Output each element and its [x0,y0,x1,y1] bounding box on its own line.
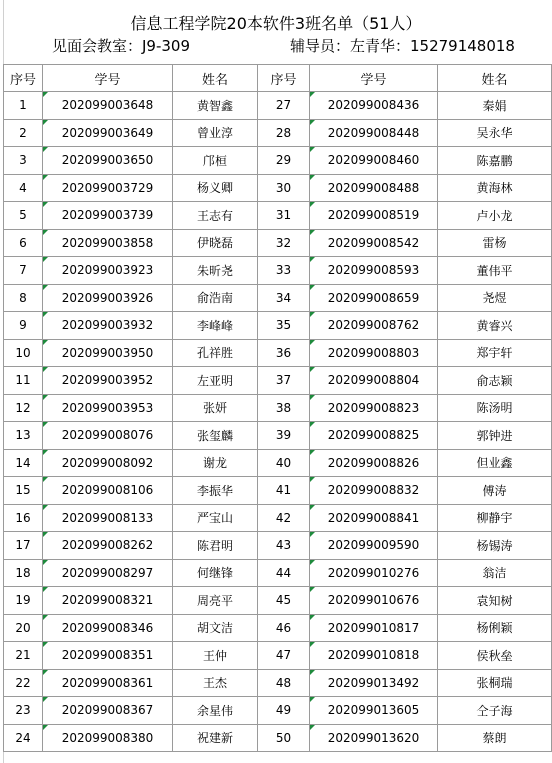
table-row [4,669,552,697]
student-id-cell-2[interactable]: 202099008804 [310,367,438,395]
header-cell-id[interactable]: 学号 [43,65,173,92]
header-cell-name[interactable]: 姓名 [173,65,258,92]
seq-cell[interactable]: 24 [4,724,43,752]
student-name-cell-2[interactable]: 仝子海 [438,697,552,725]
student-name-cell[interactable]: 邝桓 [173,147,258,175]
seq-cell-2[interactable]: 40 [258,449,310,477]
student-name-cell-2[interactable]: 郑宇轩 [438,339,552,367]
student-id-cell[interactable]: 202099003739 [43,202,173,230]
student-name-cell[interactable]: 王仲 [173,642,258,670]
student-id-cell[interactable]: 202099008346 [43,614,173,642]
header-row [4,65,552,92]
header-cell-seq-2[interactable]: 序号 [258,65,310,92]
seq-cell-2[interactable]: 48 [258,669,310,697]
seq-cell[interactable]: 13 [4,422,43,450]
seq-cell[interactable]: 9 [4,312,43,340]
table-row [4,312,552,340]
student-name-cell[interactable]: 严宝山 [173,504,258,532]
student-id-cell-2[interactable]: 202099013620 [310,724,438,752]
student-id-cell-2[interactable]: 202099010818 [310,642,438,670]
seq-cell-2[interactable]: 47 [258,642,310,670]
student-name-cell-2[interactable]: 傅涛 [438,477,552,505]
table-row [4,119,552,147]
student-name-cell[interactable]: 李峰峰 [173,312,258,340]
student-name-cell-2[interactable]: 吴永华 [438,119,552,147]
student-name-cell[interactable]: 张玺麟 [173,422,258,450]
seq-cell-2[interactable]: 28 [258,119,310,147]
table-row [4,422,552,450]
seq-cell[interactable]: 19 [4,587,43,615]
counselor-label: 辅导员：左青华：15279148018 [290,37,515,55]
student-name-cell-2[interactable]: 杨锡涛 [438,532,552,560]
header-cell-name-2[interactable]: 姓名 [438,65,552,92]
table-row [4,147,552,175]
table-row [4,449,552,477]
header-cell-seq[interactable]: 序号 [4,65,43,92]
student-id-cell[interactable]: 202099003650 [43,147,173,175]
table-row [4,367,552,395]
table-row [4,174,552,202]
table-row [4,642,552,670]
table-row [4,92,552,120]
student-id-cell[interactable]: 202099008133 [43,504,173,532]
student-name-cell-2[interactable]: 董伟平 [438,257,552,285]
student-name-cell[interactable]: 何继锋 [173,559,258,587]
student-id-cell-2[interactable]: 202099008823 [310,394,438,422]
seq-cell[interactable]: 3 [4,147,43,175]
seq-cell-2[interactable]: 45 [258,587,310,615]
table-row [4,477,552,505]
student-name-cell[interactable]: 周亮平 [173,587,258,615]
student-name-cell[interactable]: 王志有 [173,202,258,230]
student-id-cell[interactable]: 202099003858 [43,229,173,257]
student-id-cell-2[interactable]: 202099008460 [310,147,438,175]
student-name-cell-2[interactable]: 郭钟进 [438,422,552,450]
student-id-cell-2[interactable]: 202099008436 [310,92,438,120]
seq-cell[interactable]: 2 [4,119,43,147]
student-id-cell[interactable]: 202099008092 [43,449,173,477]
seq-cell[interactable]: 15 [4,477,43,505]
seq-cell[interactable]: 4 [4,174,43,202]
table-row [4,394,552,422]
seq-cell[interactable]: 11 [4,367,43,395]
student-id-cell[interactable]: 202099008076 [43,422,173,450]
student-id-cell[interactable]: 202099003926 [43,284,173,312]
student-name-cell[interactable]: 杨义卿 [173,174,258,202]
student-id-cell-2[interactable]: 202099008762 [310,312,438,340]
student-id-cell-2[interactable]: 202099008542 [310,229,438,257]
table-row [4,587,552,615]
student-name-cell-2[interactable]: 柳静宇 [438,504,552,532]
seq-cell[interactable]: 16 [4,504,43,532]
student-id-cell-2[interactable]: 202099008659 [310,284,438,312]
table-row [4,284,552,312]
table-row [4,339,552,367]
student-name-cell-2[interactable]: 尧煜 [438,284,552,312]
seq-cell[interactable]: 17 [4,532,43,560]
student-id-cell[interactable]: 202099008262 [43,532,173,560]
table-row [4,697,552,725]
seq-cell-2[interactable]: 30 [258,174,310,202]
student-id-cell[interactable]: 202099008297 [43,559,173,587]
student-name-cell[interactable]: 黄智鑫 [173,92,258,120]
table-row [4,724,552,752]
student-id-cell[interactable]: 202099003648 [43,92,173,120]
student-id-cell[interactable]: 202099003932 [43,312,173,340]
student-id-cell[interactable]: 202099003952 [43,367,173,395]
table-row [4,532,552,560]
student-id-cell-2[interactable]: 202099008825 [310,422,438,450]
student-name-cell-2[interactable]: 杨俐颖 [438,614,552,642]
student-id-cell[interactable]: 202099003953 [43,394,173,422]
table-row [4,257,552,285]
seq-cell[interactable]: 8 [4,284,43,312]
seq-cell-2[interactable]: 49 [258,697,310,725]
seq-cell-2[interactable]: 33 [258,257,310,285]
student-id-cell-2[interactable]: 202099008519 [310,202,438,230]
student-name-cell-2[interactable]: 张桐瑞 [438,669,552,697]
seq-cell[interactable]: 21 [4,642,43,670]
table-row [4,504,552,532]
seq-cell[interactable]: 18 [4,559,43,587]
student-id-cell-2[interactable]: 202099009590 [310,532,438,560]
seq-cell[interactable]: 1 [4,92,43,120]
student-id-cell-2[interactable]: 202099013605 [310,697,438,725]
seq-cell-2[interactable]: 50 [258,724,310,752]
student-id-cell-2[interactable]: 202099010276 [310,559,438,587]
seq-cell[interactable]: 23 [4,697,43,725]
student-name-cell[interactable]: 朱昕尧 [173,257,258,285]
student-id-cell[interactable]: 202099003649 [43,119,173,147]
sheet-title: 信息工程学院20本软件3班名单（51人） [130,14,422,33]
student-name-cell[interactable]: 余星伟 [173,697,258,725]
student-name-cell[interactable]: 谢龙 [173,449,258,477]
roster-table [3,64,552,752]
student-id-cell-2[interactable]: 202099013492 [310,669,438,697]
student-id-cell-2[interactable]: 202099008841 [310,504,438,532]
student-id-cell-2[interactable]: 202099010817 [310,614,438,642]
student-name-cell-2[interactable]: 俞志颖 [438,367,552,395]
student-name-cell[interactable]: 祝建新 [173,724,258,752]
student-id-cell-2[interactable]: 202099008593 [310,257,438,285]
student-id-cell[interactable]: 202099008321 [43,587,173,615]
roster-body [4,65,552,752]
seq-cell-2[interactable]: 34 [258,284,310,312]
student-name-cell-2[interactable]: 陈汤明 [438,394,552,422]
student-name-cell[interactable]: 孔祥胜 [173,339,258,367]
student-name-cell[interactable]: 胡文洁 [173,614,258,642]
student-id-cell-2[interactable]: 202099008803 [310,339,438,367]
seq-cell-2[interactable]: 44 [258,559,310,587]
student-name-cell-2[interactable]: 侯秋垒 [438,642,552,670]
student-name-cell-2[interactable]: 翁洁 [438,559,552,587]
student-name-cell-2[interactable]: 陈嘉鹏 [438,147,552,175]
student-id-cell-2[interactable]: 202099008448 [310,119,438,147]
seq-cell[interactable]: 20 [4,614,43,642]
seq-cell-2[interactable]: 29 [258,147,310,175]
student-id-cell[interactable]: 202099003923 [43,257,173,285]
student-id-cell-2[interactable]: 202099008832 [310,477,438,505]
student-id-cell[interactable]: 202099003950 [43,339,173,367]
student-name-cell[interactable]: 曾业淳 [173,119,258,147]
seq-cell[interactable]: 12 [4,394,43,422]
seq-cell-2[interactable]: 42 [258,504,310,532]
seq-cell[interactable]: 22 [4,669,43,697]
student-name-cell-2[interactable]: 袁知树 [438,587,552,615]
seq-cell-2[interactable]: 39 [258,422,310,450]
table-row [4,614,552,642]
table-row [4,202,552,230]
student-id-cell[interactable]: 202099008367 [43,697,173,725]
student-name-cell[interactable]: 俞浩南 [173,284,258,312]
student-id-cell-2[interactable]: 202099008826 [310,449,438,477]
student-name-cell[interactable]: 伊晓磊 [173,229,258,257]
seq-cell-2[interactable]: 31 [258,202,310,230]
student-name-cell[interactable]: 王杰 [173,669,258,697]
seq-cell[interactable]: 7 [4,257,43,285]
student-name-cell-2[interactable]: 黄海林 [438,174,552,202]
student-name-cell-2[interactable]: 但业鑫 [438,449,552,477]
meeting-room-label: 见面会教室：J9-309 [52,37,191,55]
table-row [4,229,552,257]
student-name-cell-2[interactable]: 蔡朗 [438,724,552,752]
student-id-cell-2[interactable]: 202099008488 [310,174,438,202]
student-id-cell[interactable]: 202099008361 [43,669,173,697]
student-name-cell-2[interactable]: 黄睿兴 [438,312,552,340]
sheet-header [0,0,552,64]
student-name-cell[interactable]: 左亚明 [173,367,258,395]
seq-cell[interactable]: 14 [4,449,43,477]
seq-cell[interactable]: 10 [4,339,43,367]
student-id-cell[interactable]: 202099003729 [43,174,173,202]
seq-cell-2[interactable]: 32 [258,229,310,257]
student-id-cell[interactable]: 202099008380 [43,724,173,752]
student-id-cell-2[interactable]: 202099010676 [310,587,438,615]
seq-cell-2[interactable]: 38 [258,394,310,422]
student-name-cell-2[interactable]: 雷杨 [438,229,552,257]
seq-cell-2[interactable]: 46 [258,614,310,642]
student-name-cell[interactable]: 陈君明 [173,532,258,560]
student-id-cell[interactable]: 202099008351 [43,642,173,670]
header-cell-id-2[interactable]: 学号 [310,65,438,92]
student-name-cell[interactable]: 张妍 [173,394,258,422]
student-name-cell-2[interactable]: 秦娟 [438,92,552,120]
table-row [4,559,552,587]
seq-cell-2[interactable]: 43 [258,532,310,560]
seq-cell[interactable]: 6 [4,229,43,257]
seq-cell[interactable]: 5 [4,202,43,230]
seq-cell-2[interactable]: 36 [258,339,310,367]
seq-cell-2[interactable]: 37 [258,367,310,395]
student-id-cell[interactable]: 202099008106 [43,477,173,505]
student-name-cell[interactable]: 李振华 [173,477,258,505]
seq-cell-2[interactable]: 27 [258,92,310,120]
seq-cell-2[interactable]: 41 [258,477,310,505]
student-name-cell-2[interactable]: 卢小龙 [438,202,552,230]
seq-cell-2[interactable]: 35 [258,312,310,340]
